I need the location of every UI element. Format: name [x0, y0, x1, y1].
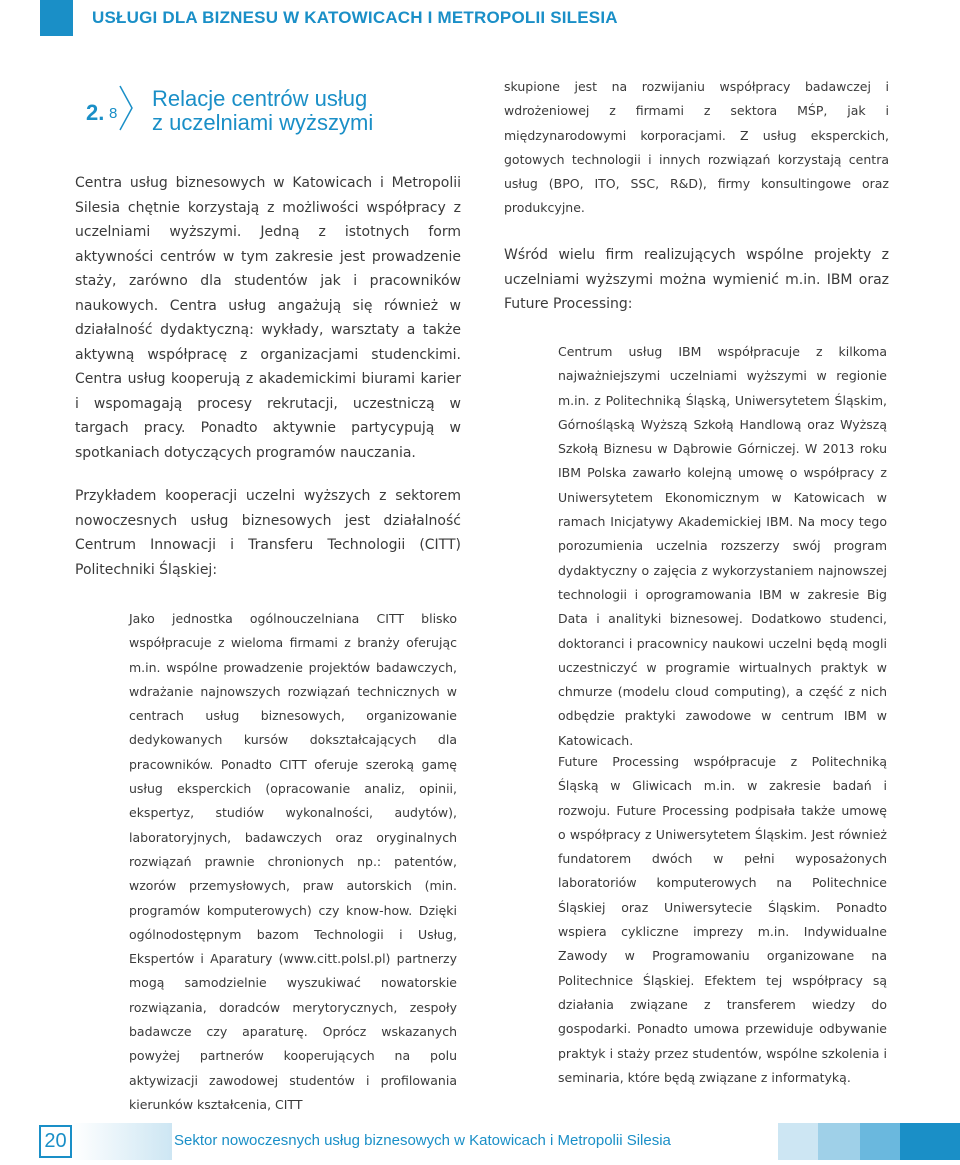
right-quote-fp-text: Future Processing współpracuje z Politechniką Śląską w Gliwicach m.in. w zakresie badań i rozwoju. Future Processing podpisała także umowę o współpracy z Uniwersytetem Śląskim. Jest również fundatorem dwóch w pełni wyposażonych laboratoriów komputerowych na Politechnice Śląskiej oraz Uniwersytecie Śląskim. Ponadto wspiera cykliczne imprezy m.in. Indywidualne Zawody w Programowaniu organizowane na Politechnice Śląskiej. Efektem tej współpracy są działania związane z transferem wiedzy do gospodarki. Ponadto umowa przewiduje odbywanie praktyk i staży przez studentów, wspólne szkolenia i seminaria, które będą związane z informatyką. — [558, 754, 887, 1085]
left-quote-text: Jako jednostka ogólnouczelniana CITT blisko współpracuje z wieloma firmami z branży oferując m.in. wspólne prowadzenie projektów badawczych, wdrażanie najnowszych rozwiązań technicznych w centrach usług biznesowych, organizowanie dedykowanych kursów dokształcających dla pracowników. Ponadto CITT oferuje szeroką gamę usług eksperckich (opracowanie analiz, opinii, ekspertyz, studiów wykonalności, audytów), laboratoryjnych, badawczych oraz oryginalnych rozwiązań prawnie chronionych np.: patentów, wzorów przemysłowych, praw autorskich (min. programów komputerowych) czy know-how. Dzięki ogólnodostępnym bazom Technologii i Usług, Ekspertów i Aparatury (www.citt.polsl.pl) partnerzy mogą samodzielnie wyszukiwać nowatorskie rozwiązania, doradców merytorycznych, zespoły badawcze czy aparaturę. Oprócz wskazanych powyżej partnerów kooperujących na polu aktywizacji zawodowej studentów i profilowania kierunków kształcenia, CITT — [129, 611, 457, 1112]
footer-gradient-bar — [72, 1123, 172, 1160]
left-p1-text: Centra usług biznesowych w Katowicach i Metropolii Silesia chętnie korzystają z możliwości współpracy z uczelniami wyższymi. Jedną z istotnych form aktywności centrów w tym zakresie jest prowadzenie staży, zarówno dla studentów jak i pracowników naukowych. Centra usług angażują się również w działalność dydaktyczną: wykłady, warsztaty a także aktywną współpracę z organizacjami studenckimi. Centra usług kooperują z akademickimi biurami karier i wspomagają procesy rekrutacji, uczestniczą w targach pracy. Ponadto aktywnie partycypują w spotkaniach dotyczących programów nauczania. — [75, 175, 461, 461]
left-paragraph-1 — [75, 171, 461, 465]
right-quote-continuation — [504, 75, 889, 221]
section-badge — [76, 82, 136, 134]
right-p1-text: Wśród wielu firm realizujących wspólne projekty z uczelniami wyższymi można wymienić m.in. IBM oraz Future Processing: — [504, 247, 889, 312]
right-paragraph-1 — [504, 243, 889, 317]
section-number: 2. — [86, 100, 105, 125]
footer-text: Sektor nowoczesnych usług biznesowych w Katowicach i Metropolii Silesia — [174, 1132, 671, 1149]
left-paragraph-2 — [75, 484, 461, 582]
right-quote-ibm-text: Centrum usług IBM współpracuje z kilkoma najważniejszymi uczelniami wyższymi w regionie m.in. z Politechniką Śląską, Uniwersytetem Śląskim, Górnośląską Wyższą Szkołą Handlową oraz Wyższą Szkołą Biznesu w Dąbrowie Górniczej. W 2013 roku IBM Polska zawarło kolejną umowę o współpracy z Uniwersytetem Ekonomicznym w Katowicach w ramach Inicjatywy Akademickiej IBM. Na mocy tego porozumienia uczelnia rozszerzy swój program dydaktyczny o zajęcia z wykorzystaniem najnowszej technologii i oprogramowania IBM w zakresie Big Data i analityki biznesowej. Dodatkowo studenci, doktoranci i pracownicy naukowi uczelni będą mogli uczestniczyć w programie wirtualnych praktyk w chmurze (modelu cloud computing), a część z nich odbędzie praktyki zawodowe w centrum IBM w Katowicach. — [558, 344, 887, 748]
header-title: USŁUGI DLA BIZNESU W KATOWICACH I METROPOLII SILESIA — [92, 8, 618, 27]
right-quote-cont-text: skupione jest na rozwijaniu współpracy badawczej i wdrożeniowej z firmami z sektora MŚP, jak i międzynarodowymi korporacjami. Z usług eksperckich, gotowych technologii i innych rozwiązań korzystają centra usług (BPO, ITO, SSC, R&D), firmy konsultingowe oraz produkcyjne. — [504, 79, 889, 216]
right-quote-ibm — [558, 340, 887, 753]
footer-square-1 — [778, 1123, 818, 1160]
section-chevron-icon — [76, 82, 136, 134]
left-p2-text: Przykładem kooperacji uczelni wyższych z sektorem nowoczesnych usług biznesowych jest działalność Centrum Innowacji i Transferu Technologii (CITT) Politechniki Śląskiej: — [75, 488, 461, 578]
section-sub-number: 8 — [109, 105, 118, 122]
header-accent-square — [40, 0, 73, 36]
right-quote-future-processing — [558, 750, 887, 1090]
page-number: 20 — [39, 1125, 72, 1158]
section-title-line1: Relacje centrów usług — [152, 86, 368, 111]
footer-square-2 — [818, 1123, 860, 1160]
footer-square-4 — [900, 1123, 960, 1160]
left-quote-citt — [129, 607, 457, 1117]
footer-square-3 — [860, 1123, 900, 1160]
section-title-line2: z uczelniami wyższymi — [152, 110, 374, 135]
section-title — [152, 87, 373, 135]
